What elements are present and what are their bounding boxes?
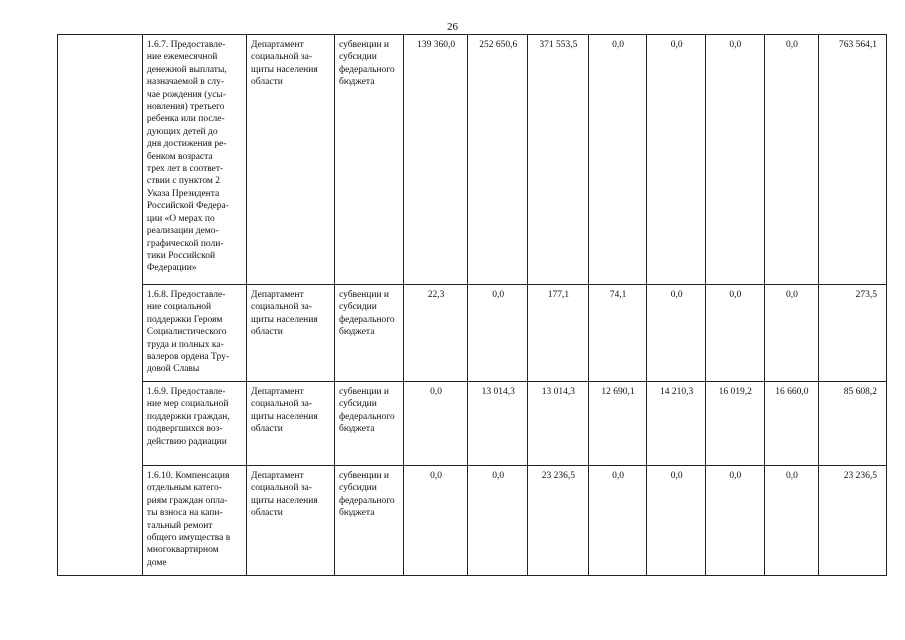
- funding-source-cell: субвенции и субсидии федерального бюджета: [335, 285, 404, 382]
- value-cell: 371 553,5: [528, 35, 589, 285]
- group-cell: [58, 35, 143, 576]
- program-table: [57, 34, 887, 576]
- funding-source-cell: субвенции и субсидии федерального бюджета: [335, 382, 404, 466]
- value-cell: 0,0: [468, 285, 528, 382]
- executor-cell: Департамент социальной за- щиты населения области: [247, 35, 335, 285]
- value-cell: 0,0: [647, 466, 706, 576]
- value-cell: 0,0: [705, 466, 764, 576]
- total-cell: 273,5: [819, 285, 887, 382]
- value-cell: 0,0: [588, 35, 647, 285]
- value-cell: 16 019,2: [705, 382, 764, 466]
- value-cell: 139 360,0: [403, 35, 468, 285]
- value-cell: 0,0: [403, 466, 468, 576]
- value-cell: 0,0: [705, 285, 764, 382]
- executor-cell: Департамент социальной за- щиты населения области: [247, 382, 335, 466]
- table-row: [58, 382, 887, 466]
- total-cell: 23 236,5: [819, 466, 887, 576]
- value-cell: 0,0: [468, 466, 528, 576]
- value-cell: 0,0: [588, 466, 647, 576]
- measure-name: 1.6.8. Предоставле- ние социальной поддержки Героям Социалистического труда и полных ка- валеров ордена Тру- довой Славы: [142, 285, 246, 382]
- value-cell: 0,0: [764, 285, 819, 382]
- value-cell: 23 236,5: [528, 466, 589, 576]
- value-cell: 14 210,3: [647, 382, 706, 466]
- executor-cell: Департамент социальной за- щиты населения области: [247, 285, 335, 382]
- value-cell: 0,0: [705, 35, 764, 285]
- value-cell: 16 660,0: [764, 382, 819, 466]
- value-cell: 12 690,1: [588, 382, 647, 466]
- value-cell: 0,0: [403, 382, 468, 466]
- value-cell: 0,0: [647, 35, 706, 285]
- measure-name: 1.6.7. Предоставле- ние ежемесячной денежной выплаты, назначаемой в слу- чае рождения (усы- новления) третьего ребенка или после- дующих детей до дня достижения ре- бенком возраста трех лет в соответ- ствии с пунктом 2 Указа Президента Российской Федера- ции «О мерах по реализации демо- графической поли- тики Российской Федерации»: [142, 35, 246, 285]
- executor-cell: Департамент социальной за- щиты населения области: [247, 466, 335, 576]
- value-cell: 74,1: [588, 285, 647, 382]
- total-cell: 85 608,2: [819, 382, 887, 466]
- value-cell: 0,0: [647, 285, 706, 382]
- value-cell: 13 014,3: [528, 382, 589, 466]
- total-cell: 763 564,1: [819, 35, 887, 285]
- page-number: 26: [447, 21, 458, 33]
- value-cell: 252 650,6: [468, 35, 528, 285]
- table-row: [58, 35, 887, 285]
- measure-name: 1.6.10. Компенсация отдельным катего- риям граждан опла- ты взноса на капи- тальный ремонт общего имущества в многоквартирном доме: [142, 466, 246, 576]
- table-row: [58, 285, 887, 382]
- table-row: [58, 466, 887, 576]
- value-cell: 177,1: [528, 285, 589, 382]
- value-cell: 0,0: [764, 466, 819, 576]
- value-cell: 13 014,3: [468, 382, 528, 466]
- measure-name: 1.6.9. Предоставле- ние мер социальной поддержки граждан, подвергшихся воз- действию радиации: [142, 382, 246, 466]
- value-cell: 0,0: [764, 35, 819, 285]
- funding-source-cell: субвенции и субсидии федерального бюджета: [335, 466, 404, 576]
- value-cell: 22,3: [403, 285, 468, 382]
- funding-source-cell: субвенции и субсидии федерального бюджета: [335, 35, 404, 285]
